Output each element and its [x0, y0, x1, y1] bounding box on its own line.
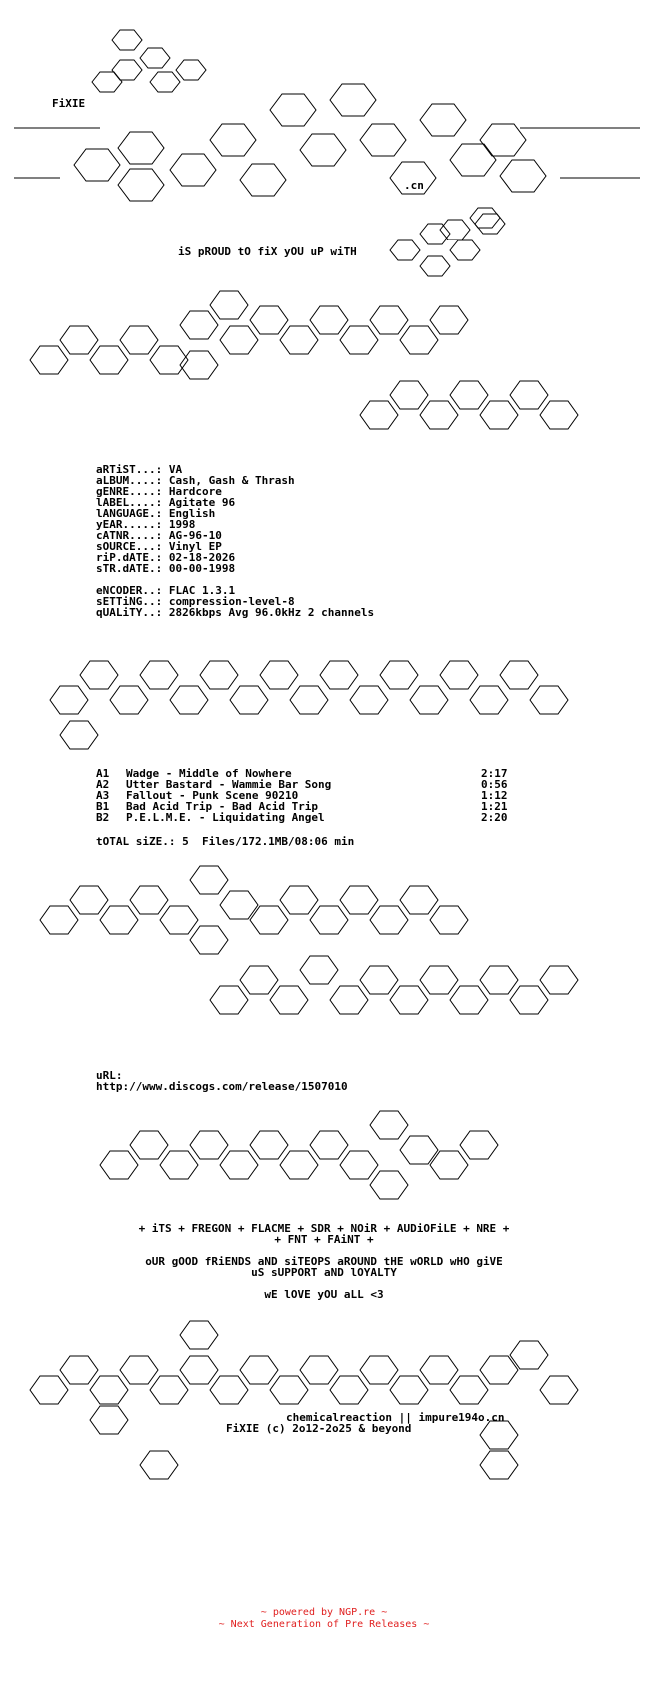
info-artist: aRTiST...: VA — [96, 463, 183, 476]
info-catnr: cATNR....: AG-96-10 — [96, 529, 222, 542]
info-year: yEAR.....: 1998 — [96, 518, 196, 531]
fixie-logo-art — [0, 0, 648, 240]
info-label: lABEL....: Agitate 96 — [96, 496, 236, 509]
info-str-date: sTR.dATE.: 00-00-1998 — [96, 562, 236, 575]
tagline-hex-art — [380, 210, 510, 290]
track-time: 2:20 — [481, 811, 508, 824]
info-album: aLBUM....: Cash, Gash & Thrash — [96, 474, 295, 487]
url-label: uRL: — [96, 1069, 123, 1082]
footer-tagline: ~ Next Generation of Pre Releases ~ — [218, 1619, 430, 1630]
greets-love: wE lOVE yOU aLL <3 — [264, 1288, 384, 1301]
track-title: P.E.L.M.E. - Liquidating Angel — [126, 811, 325, 824]
track-title: Fallout - Punk Scene 90210 — [126, 789, 299, 802]
greets-groups-line1: + iTS + FREGON + FLACME + SDR + NOiR + AUDiOFiLE + NRE + — [138, 1222, 510, 1235]
greets-friends-line2: uS sUPPORT aND lOYALTY — [251, 1266, 397, 1279]
info-language: lANGUAGE.: English — [96, 507, 216, 520]
info-setting: sETTiNG..: compression-level-8 — [96, 595, 295, 608]
information-banner-art — [20, 285, 620, 445]
tracklist-banner-art — [40, 640, 600, 750]
domain-text: .cn — [404, 179, 424, 192]
total-size: tOTAL siZE.: 5 Files/172.1MB/08:06 min — [96, 835, 355, 848]
track-position: A1 — [96, 767, 110, 780]
track-time: 1:12 — [481, 789, 508, 802]
footer-powered-by: ~ powered by NGP.re ~ — [260, 1607, 388, 1618]
credits-sites: chemicalreaction || impure194o.cn — [286, 1411, 505, 1424]
track-time: 0:56 — [481, 778, 508, 791]
track-title: Bad Acid Trip - Bad Acid Trip — [126, 800, 319, 813]
credits-copyright: FiXIE (c) 2o12-2o25 & beyond — [226, 1422, 412, 1435]
greets-friends-line1: oUR gOOD fRiENDS aND siTEOPS aROUND tHE wORLD wHO giVE — [145, 1255, 503, 1268]
track-position: B2 — [96, 811, 110, 824]
track-position: A3 — [96, 789, 110, 802]
info-rip-date: riP.dATE.: 02-18-2026 — [96, 551, 236, 564]
track-position: A2 — [96, 778, 110, 791]
greets-groups-line2: + FNT + FAiNT + — [274, 1233, 374, 1246]
info-genre: gENRE....: Hardcore — [96, 485, 222, 498]
discogs-link[interactable]: http://www.discogs.com/release/1507010 — [96, 1080, 348, 1093]
bottom-logo-art — [20, 1315, 620, 1490]
info-quality: qUALiTY..: 2826kbps Avg 96.0kHz 2 channels — [96, 606, 375, 619]
greets-banner-art — [90, 1105, 530, 1210]
info-encoder: eNCODER..: FLAC 1.3.1 — [96, 584, 236, 597]
track-title: Wadge - Middle of Nowhere — [126, 767, 292, 780]
info-source: sOURCE...: Vinyl EP — [96, 540, 222, 553]
track-position: B1 — [96, 800, 110, 813]
links-banner-art — [30, 860, 600, 1040]
group-name: FiXIE — [52, 97, 86, 110]
track-time: 2:17 — [481, 767, 508, 780]
track-time: 1:21 — [481, 800, 508, 813]
track-title: Utter Bastard - Wammie Bar Song — [126, 778, 332, 791]
tagline: iS pROUD tO fiX yOU uP wiTH — [178, 245, 357, 258]
